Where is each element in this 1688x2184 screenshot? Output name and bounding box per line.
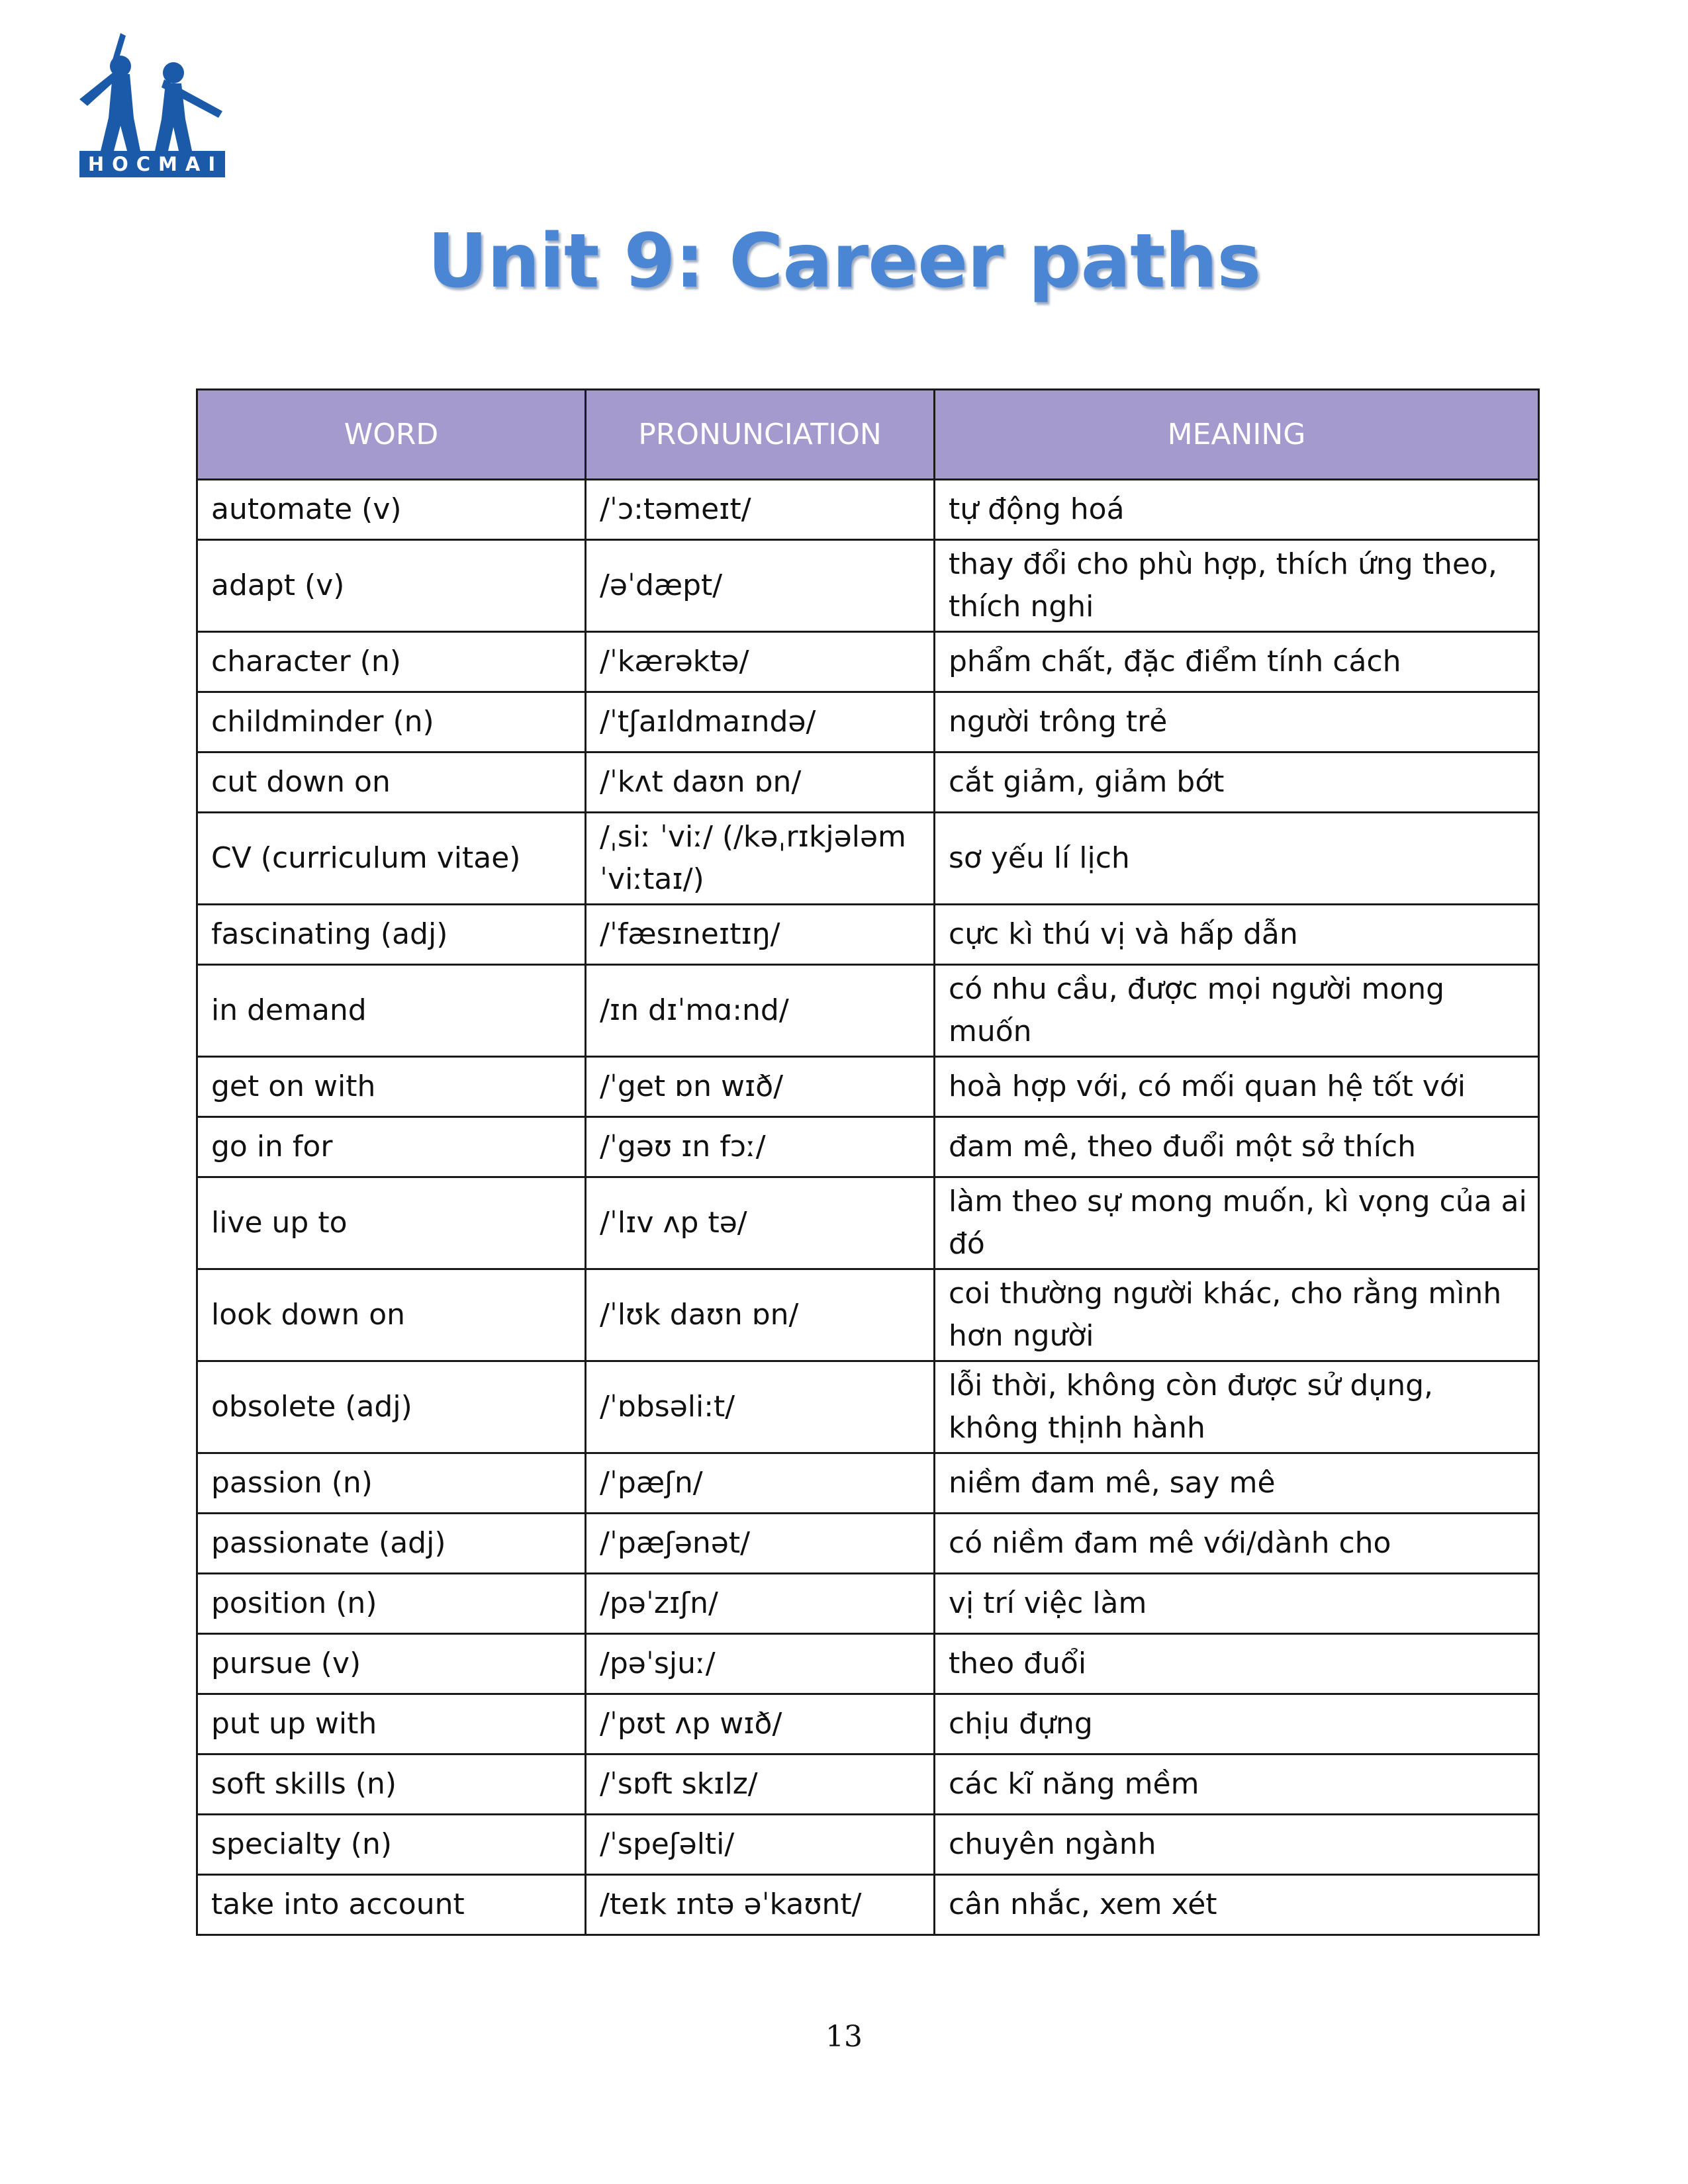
table-row	[197, 1815, 1539, 1875]
pronunciation-cell: /ˈfæsɪneɪtɪŋ/	[586, 905, 935, 965]
word-cell: character (n)	[197, 632, 586, 692]
word-cell: put up with	[197, 1694, 586, 1754]
pronunciation-cell: /teɪk ɪntə əˈkaʊnt/	[586, 1875, 935, 1935]
pronunciation-cell: /ɪn dɪˈmɑ:nd/	[586, 965, 935, 1057]
meaning-cell: cực kì thú vị và hấp dẫn	[935, 905, 1539, 965]
meaning-cell: cắt giảm, giảm bớt	[935, 752, 1539, 813]
meaning-cell: làm theo sự mong muốn, kì vọng của ai đó	[935, 1177, 1539, 1269]
table-row	[197, 1269, 1539, 1361]
table-row	[197, 632, 1539, 692]
word-cell: cut down on	[197, 752, 586, 813]
word-cell: in demand	[197, 965, 586, 1057]
table-row	[197, 1453, 1539, 1514]
pronunciation-cell: /ˈɒbsəli:t/	[586, 1361, 935, 1453]
word-cell: look down on	[197, 1269, 586, 1361]
meaning-cell: thay đổi cho phù hợp, thích ứng theo, thích nghi	[935, 540, 1539, 632]
meaning-cell: coi thường người khác, cho rằng mình hơn người	[935, 1269, 1539, 1361]
meaning-cell: sơ yếu lí lịch	[935, 813, 1539, 905]
pronunciation-cell: /ˈgəʊ ɪn fɔː/	[586, 1117, 935, 1177]
meaning-cell: lỗi thời, không còn được sử dụng, không thịnh hành	[935, 1361, 1539, 1453]
pronunciation-cell: /ˈget ɒn wɪð/	[586, 1057, 935, 1117]
pronunciation-cell: /pəˈsjuː/	[586, 1634, 935, 1694]
meaning-cell: người trông trẻ	[935, 692, 1539, 752]
word-cell: childminder (n)	[197, 692, 586, 752]
word-cell: passion (n)	[197, 1453, 586, 1514]
pronunciation-cell: /ˈtʃaɪldmaɪndə/	[586, 692, 935, 752]
pronunciation-cell: /ˈlɪv ʌp tə/	[586, 1177, 935, 1269]
hocmai-logo	[74, 33, 230, 179]
table-header-row	[197, 390, 1539, 480]
word-cell: go in for	[197, 1117, 586, 1177]
word-cell: adapt (v)	[197, 540, 586, 632]
table-row	[197, 1754, 1539, 1815]
word-cell: soft skills (n)	[197, 1754, 586, 1815]
word-cell: automate (v)	[197, 480, 586, 540]
meaning-cell: vị trí việc làm	[935, 1574, 1539, 1634]
pronunciation-cell: /ˈkærəktə/	[586, 632, 935, 692]
meaning-cell: chuyên ngành	[935, 1815, 1539, 1875]
pronunciation-cell: /ˌsiː ˈviː/ (/kəˌrɪkjələm ˈviːtaɪ/)	[586, 813, 935, 905]
table-row	[197, 1361, 1539, 1453]
table-row	[197, 1057, 1539, 1117]
table-row	[197, 1694, 1539, 1754]
word-cell: pursue (v)	[197, 1634, 586, 1694]
pronunciation-cell: /ˈkʌt daʊn ɒn/	[586, 752, 935, 813]
meaning-cell: tự động hoá	[935, 480, 1539, 540]
meaning-cell: hoà hợp với, có mối quan hệ tốt với	[935, 1057, 1539, 1117]
word-cell: passionate (adj)	[197, 1514, 586, 1574]
table-row	[197, 965, 1539, 1057]
pronunciation-cell: /əˈdæpt/	[586, 540, 935, 632]
pronunciation-cell: /ˈsɒft skɪlz/	[586, 1754, 935, 1815]
people-icon	[74, 33, 230, 152]
table-row	[197, 1514, 1539, 1574]
meaning-cell: cân nhắc, xem xét	[935, 1875, 1539, 1935]
pronunciation-cell: /ˈspeʃəlti/	[586, 1815, 935, 1875]
word-cell: obsolete (adj)	[197, 1361, 586, 1453]
table-row	[197, 905, 1539, 965]
pronunciation-cell: /ˈpæʃn/	[586, 1453, 935, 1514]
word-cell: specialty (n)	[197, 1815, 586, 1875]
word-cell: get on with	[197, 1057, 586, 1117]
vocabulary-table	[196, 388, 1540, 1936]
page-title: Unit 9: Career paths	[427, 218, 1261, 304]
word-cell: live up to	[197, 1177, 586, 1269]
logo-wordmark: HOCMAI	[79, 151, 225, 177]
word-cell: CV (curriculum vitae)	[197, 813, 586, 905]
table-row	[197, 480, 1539, 540]
header-word: WORD	[197, 390, 586, 480]
header-meaning: MEANING	[935, 390, 1539, 480]
meaning-cell: có nhu cầu, được mọi người mong muốn	[935, 965, 1539, 1057]
table-row	[197, 813, 1539, 905]
word-cell: position (n)	[197, 1574, 586, 1634]
table-row	[197, 692, 1539, 752]
header-pronunciation: PRONUNCIATION	[586, 390, 935, 480]
meaning-cell: phẩm chất, đặc điểm tính cách	[935, 632, 1539, 692]
pronunciation-cell: /ˈpæʃənət/	[586, 1514, 935, 1574]
pronunciation-cell: /ˈɔ:təmeɪt/	[586, 480, 935, 540]
meaning-cell: đam mê, theo đuổi một sở thích	[935, 1117, 1539, 1177]
table-row	[197, 540, 1539, 632]
meaning-cell: các kĩ năng mềm	[935, 1754, 1539, 1815]
meaning-cell: niềm đam mê, say mê	[935, 1453, 1539, 1514]
page-number: 13	[825, 2020, 863, 2054]
pronunciation-cell: /pəˈzɪʃn/	[586, 1574, 935, 1634]
table-row	[197, 1875, 1539, 1935]
pronunciation-cell: /ˈpʊt ʌp wɪð/	[586, 1694, 935, 1754]
table-row	[197, 752, 1539, 813]
table-row	[197, 1177, 1539, 1269]
table-row	[197, 1634, 1539, 1694]
pronunciation-cell: /ˈlʊk daʊn ɒn/	[586, 1269, 935, 1361]
table-row	[197, 1574, 1539, 1634]
word-cell: fascinating (adj)	[197, 905, 586, 965]
word-cell: take into account	[197, 1875, 586, 1935]
meaning-cell: chịu đựng	[935, 1694, 1539, 1754]
table-row	[197, 1117, 1539, 1177]
meaning-cell: có niềm đam mê với/dành cho	[935, 1514, 1539, 1574]
meaning-cell: theo đuổi	[935, 1634, 1539, 1694]
